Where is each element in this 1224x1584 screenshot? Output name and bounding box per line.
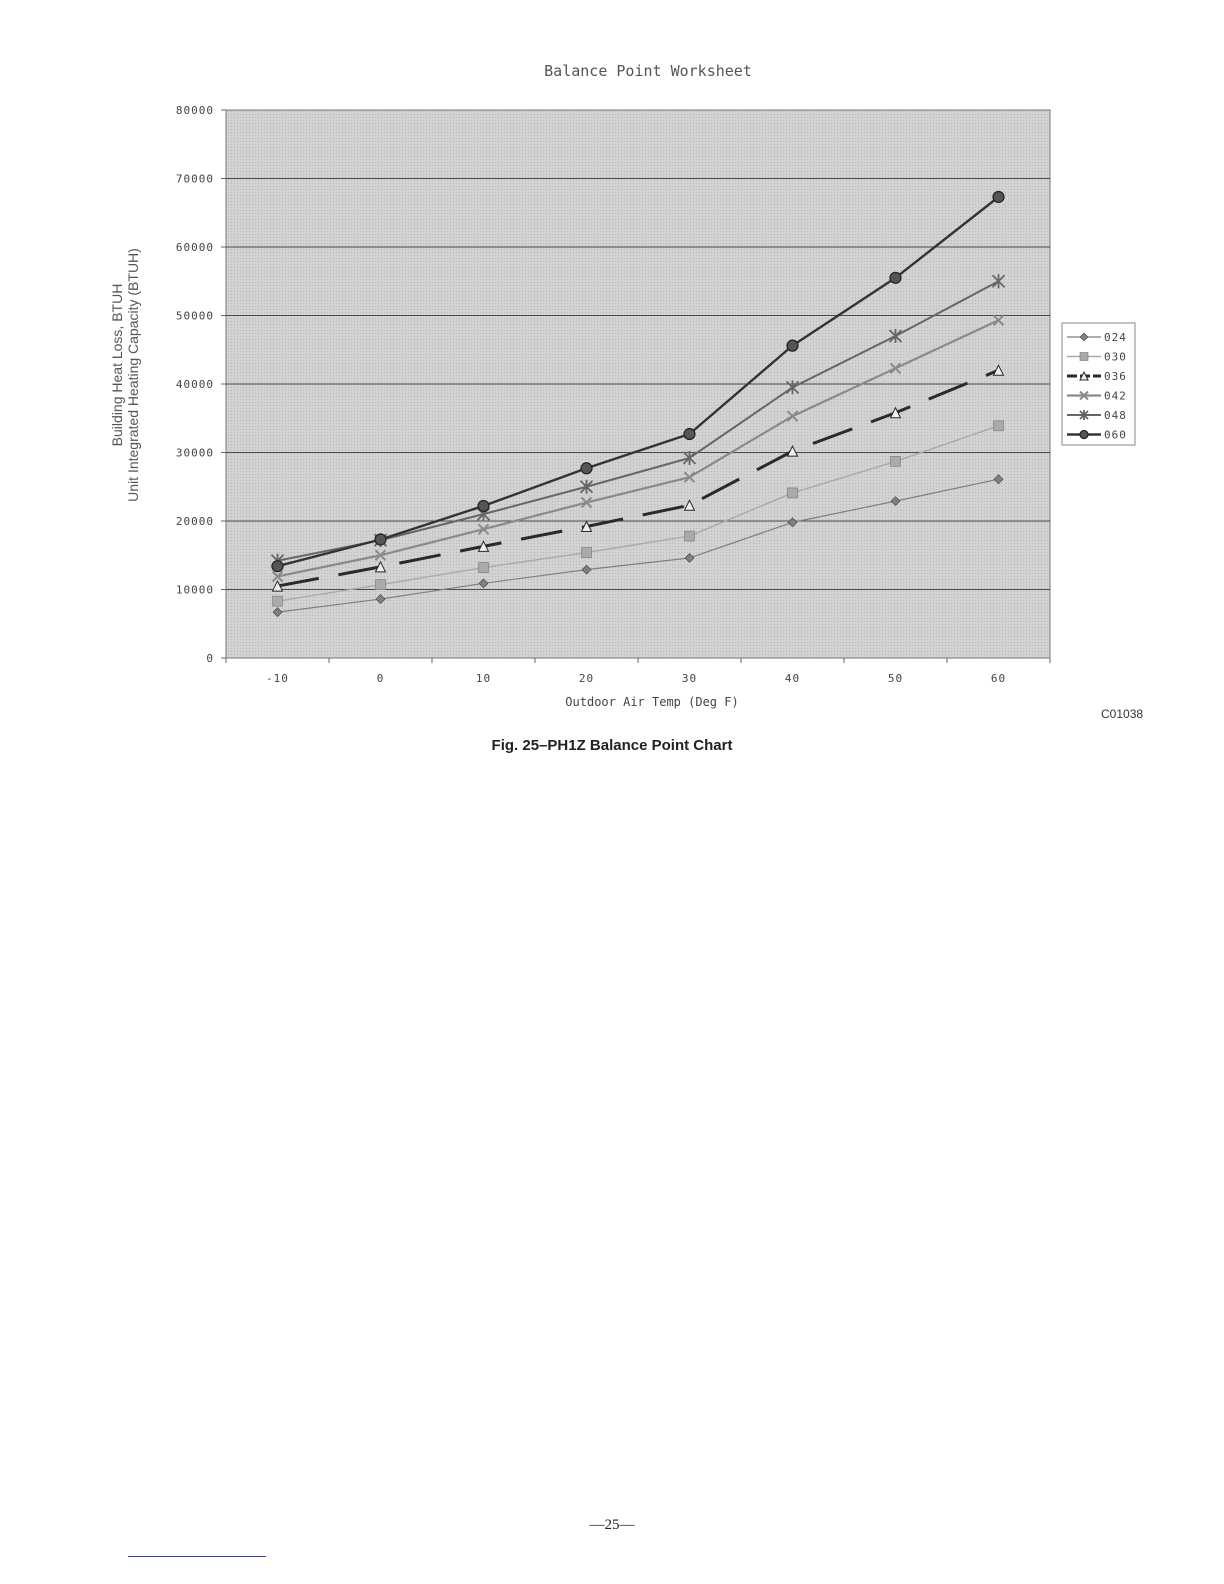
legend-label-024: 024 — [1104, 331, 1127, 344]
data-point-030 — [273, 596, 283, 606]
figure-caption: Fig. 25–PH1Z Balance Point Chart — [491, 737, 733, 754]
data-point-060 — [581, 463, 592, 474]
x-tick-label: -10 — [266, 672, 289, 685]
legend-marker-030 — [1080, 353, 1088, 361]
legend-label-048: 048 — [1104, 409, 1127, 422]
x-tick-label: 60 — [990, 672, 1007, 685]
y-tick-label: 70000 — [175, 172, 214, 186]
data-point-060 — [993, 191, 1004, 202]
y-tick-label: 0 — [206, 652, 214, 665]
y-tick-label: 30000 — [175, 446, 214, 460]
legend-marker-060 — [1080, 431, 1088, 439]
data-point-030 — [994, 421, 1004, 431]
y-tick-label: 50000 — [175, 309, 214, 323]
x-axis-label: Outdoor Air Temp (Deg F) — [565, 695, 739, 709]
data-point-030 — [479, 563, 489, 573]
figure-code: C01038 — [1101, 707, 1144, 721]
chart-legend — [1062, 323, 1135, 445]
y-axis-label-line-2: Unit Integrated Heating Capacity (BTUH) — [125, 248, 141, 502]
data-point-060 — [272, 561, 283, 572]
data-point-030 — [582, 548, 592, 558]
y-axis-label-line-1: Building Heat Loss, BTUH — [109, 283, 125, 447]
y-tick-label: 80000 — [175, 104, 214, 117]
x-tick-label: 0 — [376, 672, 385, 685]
data-point-060 — [478, 500, 489, 511]
data-point-060 — [684, 429, 695, 440]
x-tick-label: 10 — [475, 672, 492, 685]
y-tick-label: 20000 — [175, 515, 214, 528]
data-point-030 — [685, 531, 695, 541]
x-tick-label: 50 — [887, 672, 904, 685]
footer-rule — [128, 1556, 266, 1557]
x-tick-label: 40 — [784, 672, 801, 685]
balance-point-chart — [0, 0, 1224, 780]
data-point-030 — [376, 580, 386, 590]
x-tick-label: 30 — [681, 672, 698, 685]
legend-label-036: 036 — [1104, 370, 1127, 383]
chart-title: Balance Point Worksheet — [544, 62, 752, 80]
legend-label-042: 042 — [1104, 389, 1127, 403]
x-tick-label: 20 — [578, 672, 595, 685]
data-point-060 — [375, 534, 386, 545]
page-number: —25— — [589, 1517, 635, 1533]
y-tick-label: 40000 — [175, 378, 214, 391]
data-point-030 — [788, 488, 798, 498]
data-point-060 — [890, 272, 901, 283]
legend-label-030: 030 — [1104, 350, 1127, 364]
legend-label-060: 060 — [1104, 428, 1127, 442]
data-point-060 — [787, 340, 798, 351]
y-tick-label: 60000 — [175, 241, 214, 254]
y-tick-label: 10000 — [175, 583, 214, 597]
data-point-030 — [891, 456, 901, 466]
